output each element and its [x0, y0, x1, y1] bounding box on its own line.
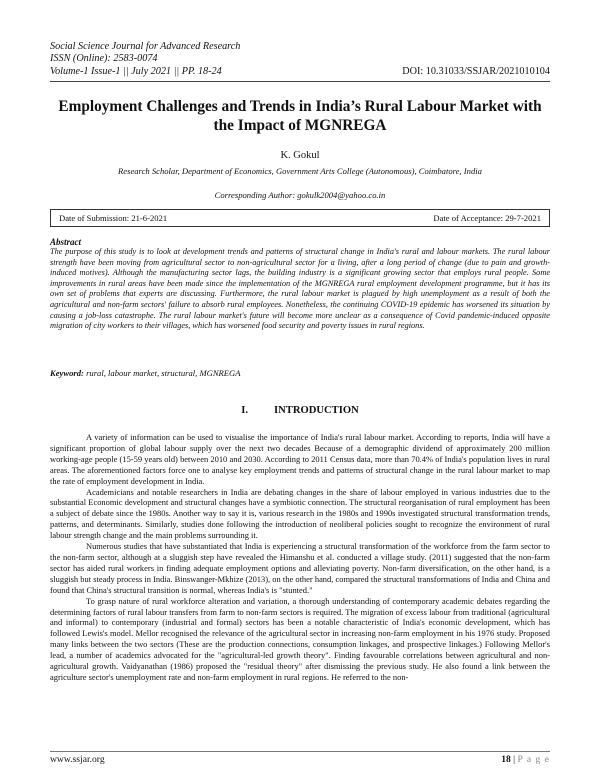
abstract-text: The purpose of this study is to look at development trends and patterns of structural change in India's rural and labour markets. The rural labour strength have been moving from agricultural sector to non-agricultural sector for a living, after a long period of change (due to pain and growth-induced motives). Although the manufacturing sector lags, the building industry is a significant growing sector that employs rural people. Some improvements in rural areas have been made since the implementation of the MGNREGA rural employment development programme, but it has its own set of problems that experts are discussing. Furthermore, the rural labour market is plagued by high unemployment as a result of both the agricultural and non-farm sectors' failure to absorb rural employees. Nonetheless, the continuing COVID-19 epidemic has worsened its situation by causing a job-loss catastrophe. The rural labour market's future will become more unclear as a consequence of Covid pandemic-induced opposite migration of city workers to their villages, which has worsened food security and poverty issues in rural regions. [50, 247, 550, 331]
keywords-label: Keyword: [50, 368, 84, 378]
section-number: I. [241, 405, 248, 416]
footer-website[interactable]: www.ssjar.org [50, 754, 105, 765]
paragraph: Academicians and notable researchers in India are debating changes in the share of labour employed in various industries due to the substantial Economic development and structural changes have a symbiotic connection. The structural reorganisation of rural employment has been a subject of debate since the 1980s. Another way to say it is, various research in the 1980s and 1990s investigated structural transformation trends, patterns, and determinants. Similarly, studies done following the introduction of neoliberal policies sought to recognize the environment of rural labour strength change and the main problems surrounding it. [50, 486, 550, 541]
paragraph: A variety of information can be used to visualise the importance of India's rural labour market. According to reports, India will have a significant proportion of global labour supply over the next two decades Because of a demographic dividend of approximately 200 million working-age people (15-59 years old) between 2010 and 2030. According to 2011 Census data, more than 70.4% of India's population lives in rural areas. The aforementioned factors force one to analyse key employment trends and patterns of structural change in the rural labour market to map the rate of employment development in India. [50, 432, 550, 486]
acceptance-date: Date of Acceptance: 29-7-2021 [433, 213, 541, 223]
author-name: K. Gokul [280, 150, 320, 161]
section-heading [50, 405, 550, 416]
footer-page: 18 | P a g e [501, 754, 550, 765]
paper-title: Employment Challenges and Trends in India’s Rural Labour Market with the Impact of MGNREGA [58, 98, 542, 134]
issn: ISSN (Online): 2583-0074 [50, 53, 158, 64]
paragraph: To grasp nature of rural workforce alteration and variation, a thorough understanding of contemporary academic debates regarding the determining factors of rural labour transfers from farm to non-farm sectors is required. The migration of excess labour from traditional (agricultural and informal) to contemporary (industrial and formal) sectors has been a notable characteristic of India's economic development, which has followed Lewis's model. Mellor recognised the relevance of the agricultural sector in increasing non-farm employment in his 1976 study. Proposed many links between the two sectors (These are the production connections, consumption linkages, and prospective linkages.) Following Mellor's lead, a number of academics advocated for the "agricultural-led growth theory". Finding favourable correlations between agricultural and non-agricultural growth. Vaidyanathan (1986) proposed the "residual theory" after dismissing the previous study. He also found a link between the agriculture sector's unemployment rate and non-farm employment in rural regions. He referred to the non- [50, 595, 550, 682]
author-affiliation: Research Scholar, Department of Economics, Government Arts College (Autonomous), Coimbatore, India [118, 166, 482, 176]
keywords [50, 368, 550, 378]
footer-rule [50, 751, 550, 752]
abstract-heading: Abstract [50, 237, 82, 247]
section-title: INTRODUCTION [274, 405, 359, 416]
header-rule [50, 81, 550, 82]
doi: DOI: 10.31033/SSJAR/2021010104 [402, 66, 550, 77]
submission-date: Date of Submission: 21-6-2021 [59, 213, 168, 223]
corresponding-author: Corresponding Author: gokulk2004@yahoo.co.in [214, 190, 386, 200]
page-label: P a g e [517, 754, 550, 765]
dates-box [50, 209, 550, 227]
body-text [50, 432, 550, 683]
page-number: 18 [501, 754, 511, 765]
journal-name: Social Science Journal for Advanced Research [50, 41, 241, 52]
volume-info: Volume-1 Issue-1 || July 2021 || PP. 18-24 [50, 66, 222, 77]
paragraph: Numerous studies that have substantiated that India is experiencing a structural transformation of the workforce from the farm sector to the non-farm sector, although at a sluggish step have revealed the Himanshu et al. conducted a village study. (2011) suggested that the non-farm sector has aided rural workers in finding adequate employment options and alleviating poverty. Non-farm diversification, on the other hand, is a sluggish but steady process in India. Binswanger-Mkhize (2013), on the other hand, compared the structural transformations of India and China and found that China's structural transition is normal, whereas India's is "stunted." [50, 541, 550, 595]
keywords-text: rural, labour market, structural, MGNREGA [86, 368, 241, 378]
